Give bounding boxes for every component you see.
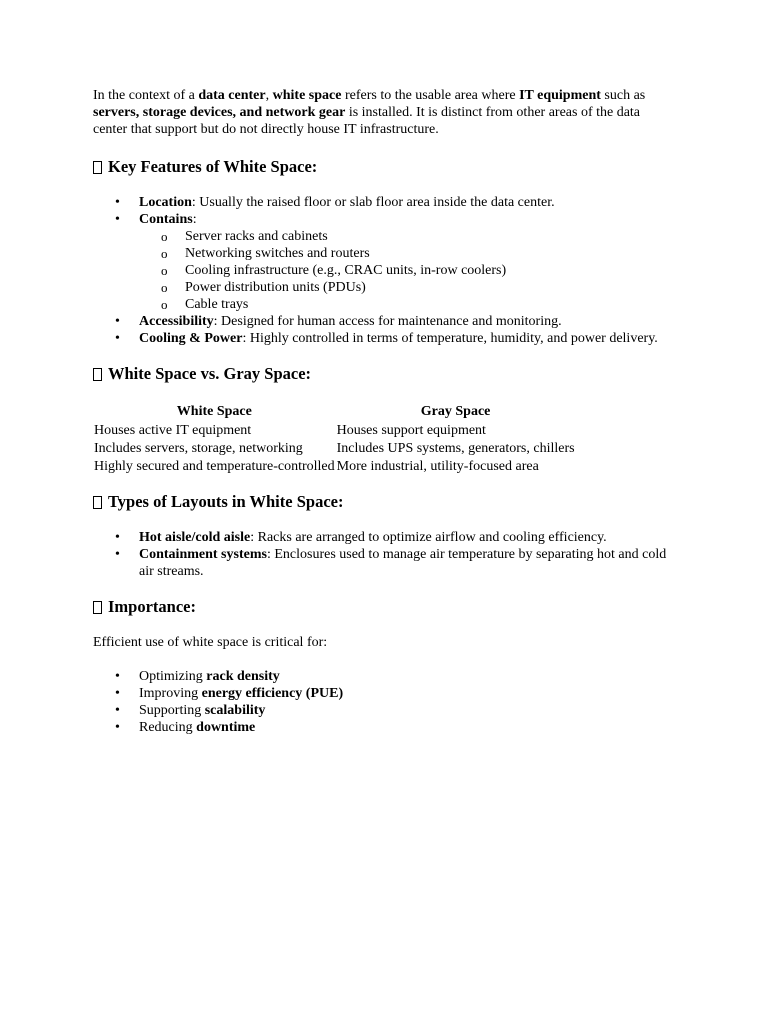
heading-text: Key Features of White Space: bbox=[108, 157, 318, 176]
missing-glyph-icon bbox=[93, 161, 102, 174]
table-header-row bbox=[93, 401, 576, 422]
intro-paragraph bbox=[93, 87, 673, 138]
intro-text: such as bbox=[600, 88, 646, 103]
table-cell: More industrial, utility-focused area bbox=[336, 459, 539, 474]
item-text: : Usually the raised floor or slab floor area inside the data center. bbox=[191, 195, 555, 210]
table-cell: Includes servers, storage, networking bbox=[94, 441, 303, 456]
list-item bbox=[139, 211, 673, 313]
item-bold: scalability bbox=[204, 703, 266, 718]
missing-glyph-icon bbox=[93, 496, 102, 509]
heading-text: Importance: bbox=[108, 597, 196, 616]
item-text: : Enclosures used to manage air temperature by separating hot and cold air streams. bbox=[139, 547, 667, 579]
item-text: Reducing bbox=[139, 720, 197, 735]
heading-layouts bbox=[93, 492, 673, 512]
item-label: Cooling & Power bbox=[139, 331, 243, 346]
list-item bbox=[139, 719, 673, 736]
item-bold: rack density bbox=[206, 669, 280, 684]
item-text: : bbox=[192, 212, 197, 227]
features-list bbox=[93, 194, 673, 347]
table-row bbox=[93, 458, 576, 476]
list-item bbox=[139, 546, 673, 580]
list-item bbox=[139, 313, 673, 330]
list-item bbox=[139, 529, 673, 546]
list-item bbox=[139, 668, 673, 685]
intro-text: In the context of a bbox=[93, 88, 199, 103]
table-cell: Includes UPS systems, generators, chillers bbox=[336, 441, 575, 456]
comparison-table bbox=[93, 401, 576, 476]
item-label: Accessibility bbox=[139, 314, 214, 329]
sublist-item: o Power distribution units (PDUs) bbox=[185, 279, 673, 296]
intro-text: refers to the usable area where bbox=[341, 88, 520, 103]
item-text: : Highly controlled in terms of temperature, humidity, and power delivery. bbox=[242, 331, 658, 346]
intro-bold-data-center: data center bbox=[198, 88, 266, 103]
intro-text: , bbox=[265, 88, 273, 103]
item-label: Hot aisle/cold aisle bbox=[139, 530, 251, 545]
heading-key-features bbox=[93, 157, 673, 177]
item-text: : Designed for human access for maintenance and monitoring. bbox=[213, 314, 562, 329]
table-cell: Houses support equipment bbox=[336, 423, 486, 438]
layouts-list bbox=[93, 529, 673, 580]
list-item bbox=[139, 685, 673, 702]
table-cell: Highly secured and temperature-controlled bbox=[94, 459, 335, 474]
intro-bold-devices: servers, storage devices, and network gear bbox=[93, 105, 346, 120]
table-row bbox=[93, 422, 576, 440]
missing-glyph-icon bbox=[93, 601, 102, 614]
intro-text: is installed. It is distinct from other areas of the data center that support but do not directly house IT infrastructure. bbox=[93, 105, 641, 137]
heading-text: White Space vs. Gray Space: bbox=[108, 364, 312, 383]
sublist-item: o Networking switches and routers bbox=[185, 245, 673, 262]
missing-glyph-icon bbox=[93, 368, 102, 381]
intro-bold-white-space: white space bbox=[272, 88, 342, 103]
importance-lead: Efficient use of white space is critical for: bbox=[93, 635, 328, 650]
table-row bbox=[93, 440, 576, 458]
heading-importance bbox=[93, 597, 673, 617]
intro-bold-it-equipment: IT equipment bbox=[519, 88, 601, 103]
item-bold: energy efficiency (PUE) bbox=[201, 686, 344, 701]
list-item bbox=[139, 702, 673, 719]
item-text: Improving bbox=[139, 686, 202, 701]
item-bold: downtime bbox=[196, 720, 256, 735]
item-label: Containment systems bbox=[139, 547, 267, 562]
item-text: : Racks are arranged to optimize airflow and cooling efficiency. bbox=[250, 530, 607, 545]
sublist-item: o Cooling infrastructure (e.g., CRAC units, in-row coolers) bbox=[185, 262, 673, 279]
heading-comparison bbox=[93, 364, 673, 384]
column-header-gray-space: Gray Space bbox=[420, 404, 491, 419]
item-label: Location bbox=[139, 195, 192, 210]
sublist-item: o Server racks and cabinets bbox=[185, 228, 673, 245]
column-header-white-space: White Space bbox=[176, 404, 252, 419]
item-text: Supporting bbox=[139, 703, 205, 718]
contains-sublist bbox=[139, 228, 673, 313]
importance-list bbox=[93, 668, 673, 736]
heading-text: Types of Layouts in White Space: bbox=[108, 492, 344, 511]
item-label: Contains bbox=[139, 212, 193, 227]
item-text: Optimizing bbox=[139, 669, 207, 684]
list-item bbox=[139, 194, 673, 211]
sublist-item: o Cable trays bbox=[185, 296, 673, 313]
table-cell: Houses active IT equipment bbox=[94, 423, 252, 438]
list-item bbox=[139, 330, 673, 347]
document-page bbox=[93, 87, 673, 753]
